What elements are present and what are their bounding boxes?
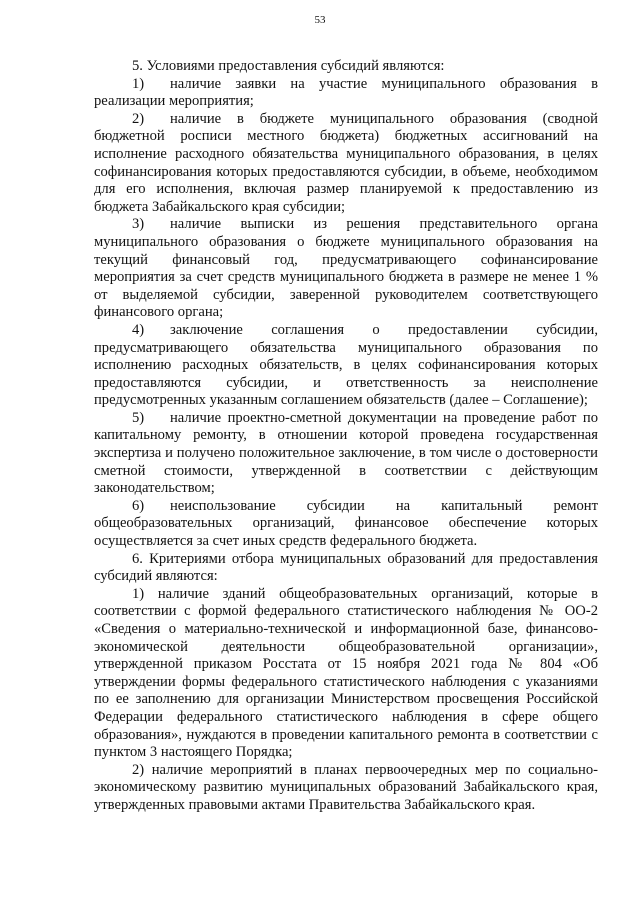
section-5-item-4 — [94, 322, 598, 410]
item-number: 5) — [132, 409, 145, 426]
section-5-item-2 — [94, 111, 598, 217]
section-5-item-3 — [94, 216, 598, 322]
item-text: наличие заявки на участие муниципального образования в реализации мероприятия; — [94, 75, 598, 110]
page-number: 53 — [314, 14, 326, 26]
section-5-item-1 — [94, 76, 598, 111]
item-text: наличие в бюджете муниципального образования (сводной бюджетной росписи местного бюджета) бюджетных ассигнований на исполнение расходного обязательства муниципального образования, в целях софинансирования которых предоставляются субсидии, в объеме, необходимом для его исполнения, включая размер планируемой к предоставлению из бюджета Забайкальского края субсидии; — [94, 110, 598, 215]
section-6-heading: 6. Критериями отбора муниципальных образований для предоставления субсидий являются: — [94, 550, 598, 585]
section-5-item-6 — [94, 498, 598, 551]
item-text: наличие выписки из решения представительного органа муниципального образования о бюджете муниципального образования на текущий финансовый год, предусматривающего софинансирование мероприятия за счет средств муниципального бюджета в размере не менее 1 % от выделяемой субсидии, заверенной руководителем соответствующего финансового органа; — [94, 216, 598, 321]
document-body — [94, 58, 598, 815]
item-number: 1) — [132, 75, 145, 92]
item-text: неиспользование субсидии на капитальный ремонт общеобразовательных организаций, финансовое обеспечение которых осуществляется за счет иных средств федерального бюджета. — [94, 497, 598, 550]
item-number: 3) — [132, 216, 145, 233]
item-text: заключение соглашения о предоставлении субсидии, предусматривающего обязательства муниципального образования по исполнению расходных обязательств, в целях софинансирования которых предоставляются субсидии, и ответственность за неисполнение предусмотренных указанным соглашением обязательств (далее – Соглашение); — [94, 321, 598, 409]
section-5-heading: 5. Условиями предоставления субсидий являются: — [132, 58, 445, 74]
section-6-item-2: 2) наличие мероприятий в планах первоочередных мер по социально-экономическому развитию муниципальных образований Забайкальского края, утвержденных правовыми актами Правительства Забайкальского края. — [94, 761, 598, 813]
item-number: 4) — [132, 321, 145, 338]
item-number: 6) — [132, 497, 145, 514]
item-number: 2) — [132, 110, 145, 127]
item-text: наличие проектно-сметной документации на проведение работ по капитальному ремонту, в отношении которой проведена государственная экспертиза и получено положительное заключение, в том числе о достоверности сметной стоимости, утвержденной в соответствии с действующим законодательством; — [94, 409, 598, 497]
section-6-item-1: 1) наличие зданий общеобразовательных организаций, которые в соответствии с формой федерального статистического наблюдения № ОО-2 «Сведения о материально-технической и информационной базе, финансово-экономической деятельности общеобразовательной организации», утвержденной приказом Росстата от 15 ноября 2021 года № 804 «Об утверждении формы федерального статистического наблюдения с указаниями по ее заполнению для организации Министерством просвещения Российской Федерации федерального статистического наблюдения в сфере общего образования», нуждаются в проведении капитального ремонта в соответствии с пунктом 3 настоящего Порядка; — [94, 585, 598, 761]
section-5-item-5 — [94, 410, 598, 498]
